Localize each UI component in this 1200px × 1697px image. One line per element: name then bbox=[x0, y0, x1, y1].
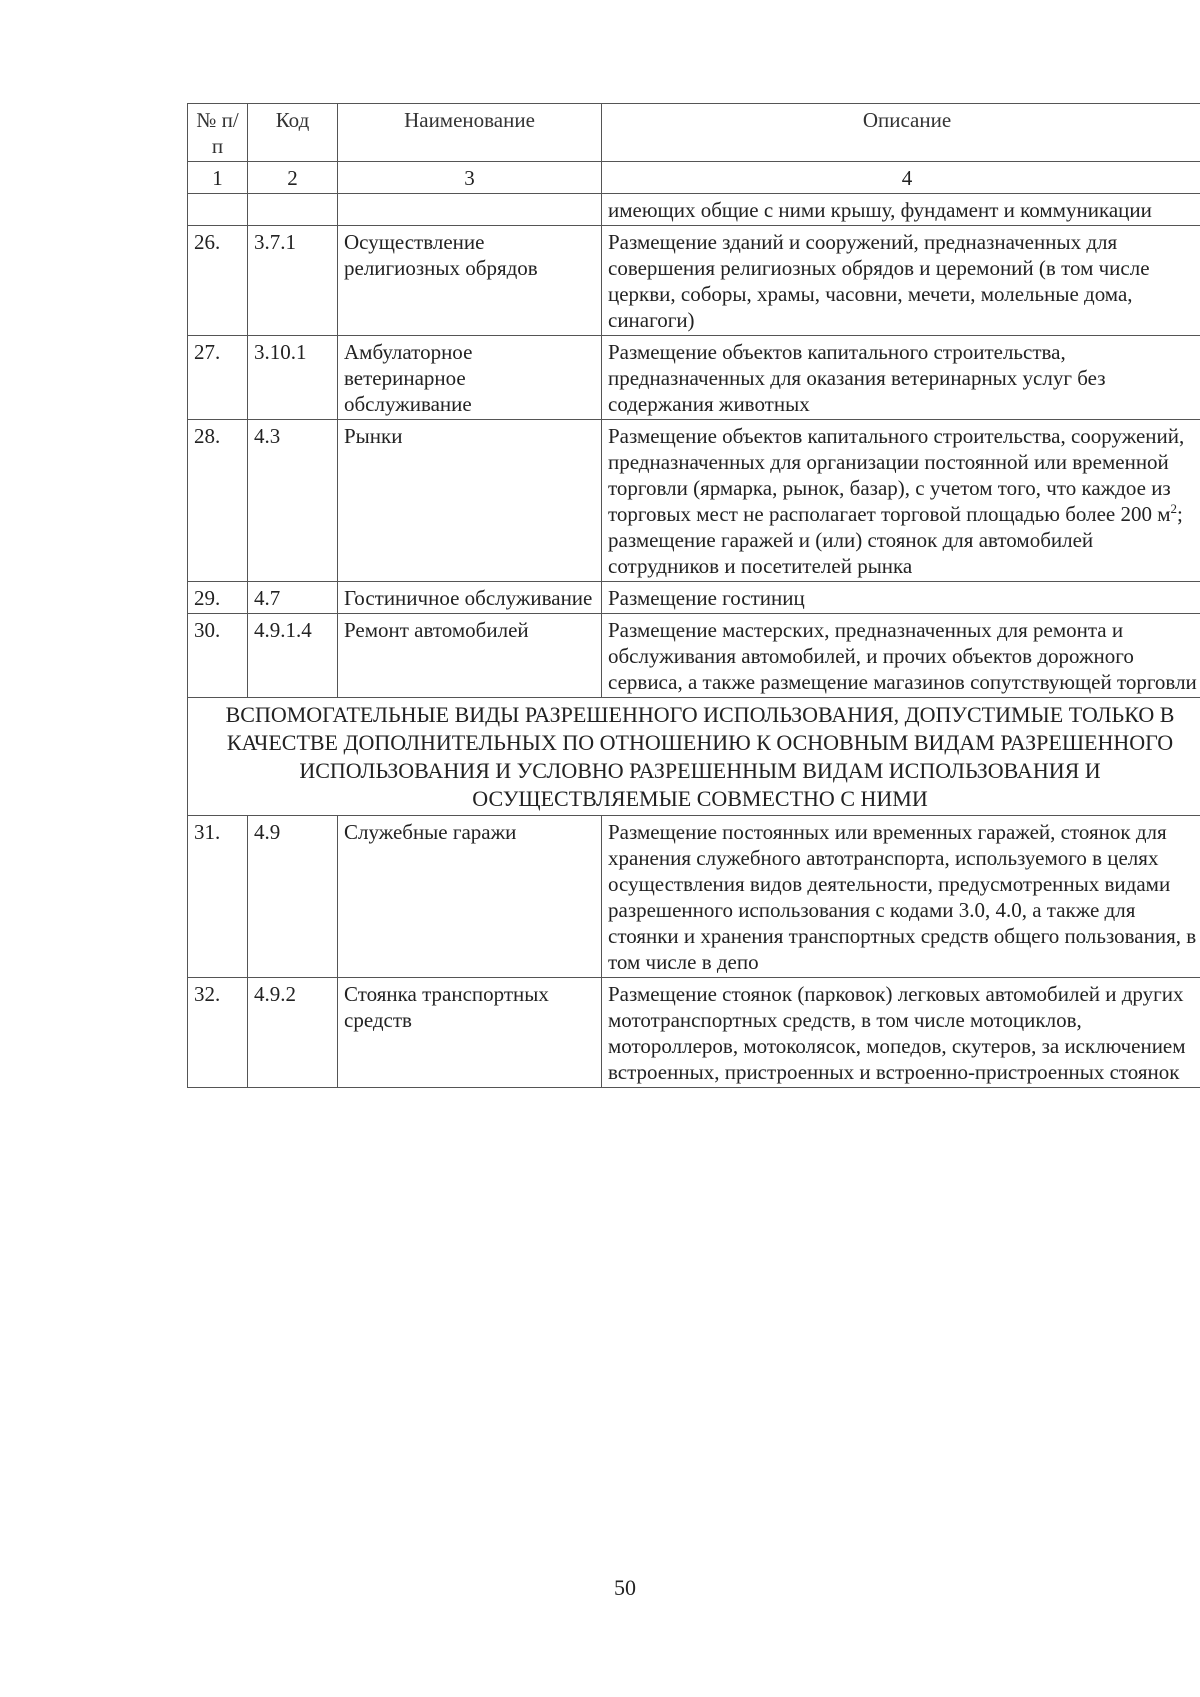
row-description: Размещение зданий и сооружений, предназначенных для совершения религиозных обрядов и церемоний (в том числе церкви, соборы, храмы, часовни, мечети, молельные дома, синагоги) bbox=[602, 226, 1200, 336]
col-number: 3 bbox=[338, 162, 602, 194]
row-number: 31. bbox=[188, 816, 248, 978]
table-row bbox=[188, 582, 1200, 614]
row-name: Стоянка транспортных средств bbox=[338, 978, 602, 1088]
col-number: 2 bbox=[248, 162, 338, 194]
row-code: 4.9.2 bbox=[248, 978, 338, 1088]
header-num: № п/п bbox=[188, 104, 248, 162]
header-description: Описание bbox=[602, 104, 1200, 162]
table-row bbox=[188, 978, 1200, 1088]
row-name: Рынки bbox=[338, 420, 602, 582]
row-description: Размещение гостиниц bbox=[602, 582, 1200, 614]
table-row bbox=[188, 614, 1200, 698]
header-code: Код bbox=[248, 104, 338, 162]
table-row bbox=[188, 226, 1200, 336]
row-name: Гостиничное обслуживание bbox=[338, 582, 602, 614]
page-number: 50 bbox=[614, 1575, 636, 1600]
row-name: Ремонт автомобилей bbox=[338, 614, 602, 698]
row-code: 4.9 bbox=[248, 816, 338, 978]
row-description: имеющих общие с ними крышу, фундамент и коммуникации bbox=[602, 194, 1200, 226]
row-code: 3.7.1 bbox=[248, 226, 338, 336]
table-row bbox=[188, 336, 1200, 420]
section-header-row bbox=[188, 698, 1200, 816]
row-description: Размещение объектов капитального строительства, сооружений, предназначенных для организации постоянной или временной торговли (ярмарка, рынок, базар), с учетом того, что каждое из торговых мест не располагает торговой площадью более 200 $м^2$; размещение гаражей и (или) стоянок для автомобилей сотрудников и посетителей рынка bbox=[602, 420, 1200, 582]
section-title: ВСПОМОГАТЕЛЬНЫЕ ВИДЫ РАЗРЕШЕННОГО ИСПОЛЬЗОВАНИЯ, ДОПУСТИМЫЕ ТОЛЬКО В КАЧЕСТВЕ ДОПОЛНИТЕЛЬНЫХ ПО ОТНОШЕНИЮ К ОСНОВНЫМ ВИДАМ РАЗРЕШЕННОГО ИСПОЛЬЗОВАНИЯ И УСЛОВНО РАЗРЕШЕННЫМ ВИДАМ ИСПОЛЬЗОВАНИЯ И ОСУЩЕСТВЛЯЕМЫЕ СОВМЕСТНО С НИМИ bbox=[188, 698, 1200, 816]
row-description: Размещение постоянных или временных гаражей, стоянок для хранения служебного автотранспорта, используемого в целях осуществления видов деятельности, предусмотренных видами разрешенного использования с кодами 3.0, 4.0, а также для стоянки и хранения транспортных средств общего пользования, в том числе в депо bbox=[602, 816, 1200, 978]
header-name: Наименование bbox=[338, 104, 602, 162]
table-row bbox=[188, 816, 1200, 978]
land-use-table bbox=[187, 103, 1200, 1088]
row-description: Размещение стоянок (парковок) легковых автомобилей и других мототранспортных средств, в том числе мотоциклов, мотороллеров, мотоколясок, мопедов, скутеров, за исключением встроенных, пристроенных и встроенно-пристроенных стоянок bbox=[602, 978, 1200, 1088]
col-number: 1 bbox=[188, 162, 248, 194]
row-name: Амбулаторное ветеринарное обслуживание bbox=[338, 336, 602, 420]
table-row bbox=[188, 420, 1200, 582]
col-number: 4 bbox=[602, 162, 1200, 194]
row-name: Осуществление религиозных обрядов bbox=[338, 226, 602, 336]
row-number: 27. bbox=[188, 336, 248, 420]
table-header-row bbox=[188, 104, 1200, 162]
row-code: 4.7 bbox=[248, 582, 338, 614]
row-code: 4.3 bbox=[248, 420, 338, 582]
row-code: 3.10.1 bbox=[248, 336, 338, 420]
row-number: 30. bbox=[188, 614, 248, 698]
row-description: Размещение мастерских, предназначенных для ремонта и обслуживания автомобилей, и прочих объектов дорожного сервиса, а также размещение магазинов сопутствующей торговли bbox=[602, 614, 1200, 698]
table-row bbox=[188, 194, 1200, 226]
row-number: 26. bbox=[188, 226, 248, 336]
row-number: 32. bbox=[188, 978, 248, 1088]
row-name: Служебные гаражи bbox=[338, 816, 602, 978]
row-description: Размещение объектов капитального строительства, предназначенных для оказания ветеринарных услуг без содержания животных bbox=[602, 336, 1200, 420]
row-code: 4.9.1.4 bbox=[248, 614, 338, 698]
row-number: 29. bbox=[188, 582, 248, 614]
column-number-row bbox=[188, 162, 1200, 194]
row-number: 28. bbox=[188, 420, 248, 582]
